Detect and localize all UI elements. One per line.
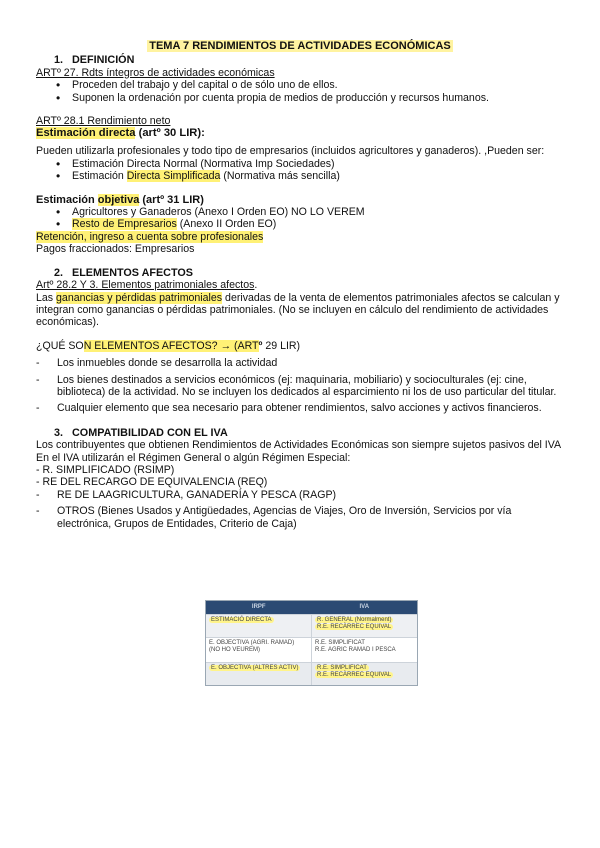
section-2-heading xyxy=(54,267,564,279)
list-item: - Cualquier elemento que sea necesario para obtener rendimientos, salvo acciones y activos financieros. xyxy=(36,402,564,414)
text: derivadas de la venta de elementos patrimoniales afectos se calculan y integran como ganancias o pérdidas patrimoniales. (No se incluyen en cálculo del rendimiento de actividades económicas). xyxy=(36,291,560,329)
table-header xyxy=(206,601,417,614)
art-27-title: ARTº 27. Rdts íntegros de actividades económicas xyxy=(36,66,275,79)
highlight: objetiva xyxy=(97,193,140,206)
table-cell xyxy=(311,663,417,685)
list-item xyxy=(36,170,564,182)
text: Artº 28.2 Y 3. Elementos patrimoniales afectos xyxy=(36,279,255,292)
cell-text: ESTIMACIÓ DIRECTA xyxy=(211,617,272,623)
cell-text: (NO HO VEUREM) xyxy=(209,647,260,653)
list-item: • Estimación Directa Normal (Normativa Imp Sociedades) xyxy=(36,158,564,170)
table-cell xyxy=(206,615,311,637)
iva-paragraph: Los contribuyentes que obtienen Rendimientos de Actividades Económicas son siempre sujetos pasivos del IVA En el IVA utilizarán el Régimen General o algún Régimen Especial: xyxy=(36,439,561,464)
elementos-afectos-list xyxy=(36,357,564,415)
text: . xyxy=(254,279,258,292)
elementos-afectos-question xyxy=(36,340,564,352)
table-row xyxy=(206,637,417,662)
text: ¿QUÉ SO xyxy=(36,339,84,352)
cell-text: E. OBJECTIVA (AGRI. RAMAD) xyxy=(209,640,295,646)
estimacion-directa-list xyxy=(36,158,564,183)
list-item xyxy=(36,218,564,230)
list-item: - RE DE LAAGRICULTURA, GANADERÍA Y PESCA (RAGP) xyxy=(36,489,564,501)
table-row xyxy=(206,614,417,637)
section-3-heading xyxy=(54,427,564,439)
document-page xyxy=(36,40,564,534)
art-27-list xyxy=(36,79,564,104)
highlight: Estimación directa xyxy=(36,127,136,140)
list-item: • Agricultores y Ganaderos (Anexo I Orden EO) NO LO VEREM xyxy=(36,206,564,218)
table-row xyxy=(206,662,417,685)
section-3-title: COMPATIBILIDAD CON EL IVA xyxy=(72,426,228,439)
ganancias-paragraph xyxy=(36,292,564,329)
text: Estimación xyxy=(36,193,98,206)
list-item: • Suponen la ordenación por cuenta propia de medios de producción y recursos humanos. xyxy=(36,92,564,104)
section-1-title: DEFINICIÓN xyxy=(72,54,135,67)
cell-text: E. OBJECTIVA (ALTRES ACTIV) xyxy=(211,665,299,671)
list-item: - Los bienes destinados a servicios económicos (ej: maquinaria, mobiliario) y socioculturales (ej: cine, biblioteca) de la actividad. No se incluyen los dedicados al esparcimiento ni los de uso particular del titular. xyxy=(36,374,564,399)
list-item: - Los inmuebles donde se desarrolla la actividad xyxy=(36,357,564,369)
iva-line-req: - RE DEL RECARGO DE EQUIVALENCIA (REQ) xyxy=(36,476,268,489)
section-3-number: 3. xyxy=(54,426,64,439)
text: º xyxy=(258,339,263,352)
section-1-number: 1. xyxy=(54,54,64,67)
estimacion-objetiva-list xyxy=(36,206,564,231)
iva-line-rsimp: - R. SIMPLIFICADO (RSIMP) xyxy=(36,463,175,476)
header-irpf: IRPF xyxy=(251,604,266,610)
estimacion-directa-text: Pueden utilizarla profesionales y todo tipo de empresarios (incluidos agricultores y ganaderos). ,Pueden ser: xyxy=(36,145,545,158)
irpf-iva-table xyxy=(205,600,418,686)
cell-text: R.E. AGRIC RAMAD I PESCA xyxy=(315,647,396,653)
cell-text: R.E. SIMPLIFICAT xyxy=(315,640,365,646)
estimacion-objetiva-heading xyxy=(36,194,564,206)
cell-text: R. GENERAL (Normalment) xyxy=(317,617,392,623)
title-text: TEMA 7 RENDIMIENTOS DE ACTIVIDADES ECONÓMICAS xyxy=(149,40,451,52)
retencion-line xyxy=(36,231,564,243)
cell-text: R.E. SIMPLIFICAT xyxy=(317,665,367,671)
cell-text: R.E. RECÀRREC EQUIVAL xyxy=(317,624,392,630)
table-cell xyxy=(206,638,311,662)
list-item: • Proceden del trabajo y del capital o de sólo uno de ellos. xyxy=(36,79,564,91)
text: Las xyxy=(36,291,57,304)
cell-text: R.E. RECÀRREC EQUIVAL xyxy=(317,672,392,678)
list-item: - OTROS (Bienes Usados y Antigüedades, Agencias de Viajes, Oro de Inversión, Servicios por vía electrónica, Grupos de Entidades, Criterio de Caja) xyxy=(36,505,564,530)
section-1-heading xyxy=(54,54,564,66)
highlight: N ELEMENTOS AFECTOS? → (ART xyxy=(83,339,259,352)
text: 29 LIR) xyxy=(262,339,301,352)
highlight: Resto de Empresarios xyxy=(72,218,177,231)
section-2-title: ELEMENTOS AFECTOS xyxy=(72,266,193,279)
pagos-line: Pagos fraccionados: Empresarios xyxy=(36,243,195,256)
text: (artº 31 LIR) xyxy=(139,193,204,206)
section-2-number: 2. xyxy=(54,266,64,279)
highlight: ganancias y pérdidas patrimoniales xyxy=(56,291,223,304)
art-28-2-title xyxy=(36,279,564,291)
table-cell xyxy=(311,615,417,637)
table-cell xyxy=(206,663,311,685)
document-title xyxy=(36,40,564,52)
text: Estimación xyxy=(72,170,127,183)
highlight: Retención, ingreso a cuenta sobre profesionales xyxy=(36,230,264,243)
art-28-1-title: ARTº 28.1 Rendimiento neto xyxy=(36,115,171,128)
estimacion-directa-heading xyxy=(36,127,564,140)
header-iva: IVA xyxy=(359,604,370,610)
table-cell xyxy=(311,638,417,662)
iva-list xyxy=(36,489,564,530)
text: (Normativa más sencilla) xyxy=(220,170,340,183)
text: (Anexo II Orden EO) xyxy=(176,218,277,231)
heading-suffix: (artº 30 LIR): xyxy=(135,127,205,140)
highlight: Directa Simplificada xyxy=(126,170,221,183)
